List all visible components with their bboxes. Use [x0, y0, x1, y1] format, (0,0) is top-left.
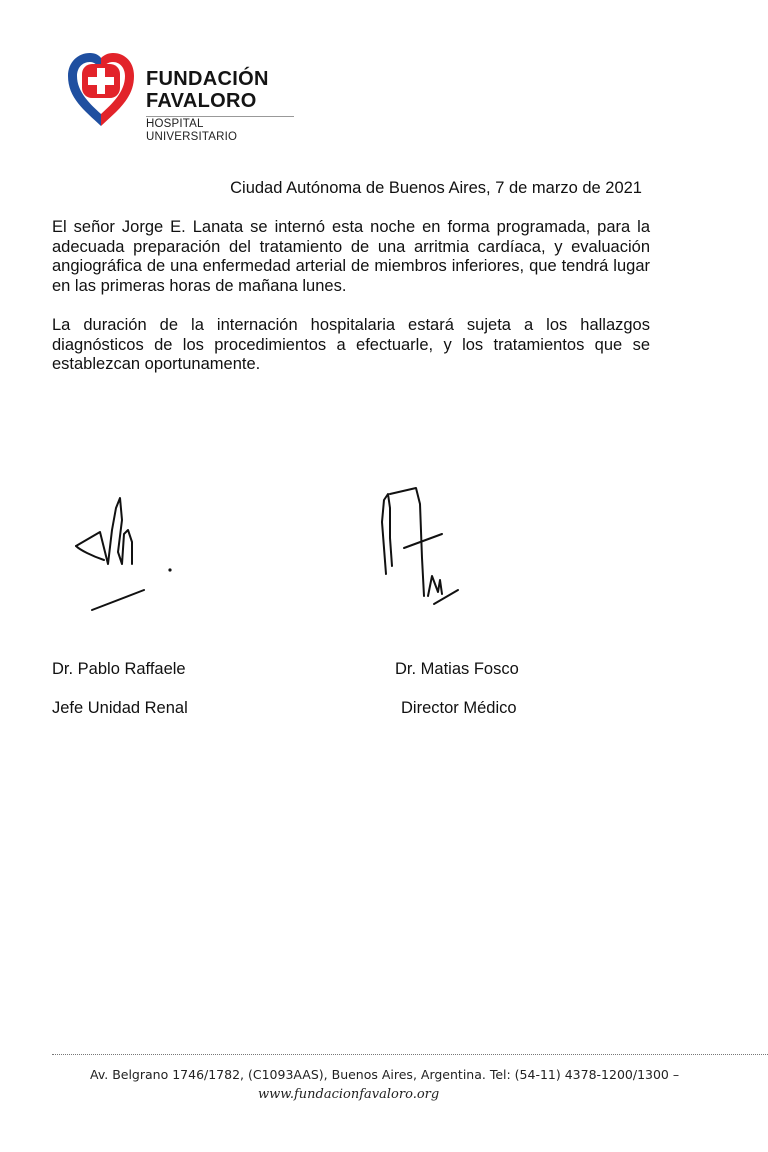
signatory-1-title: Jefe Unidad Renal: [52, 699, 188, 717]
letter-paragraph-2: La duración de la internación hospitalaria estará sujeta a los hallazgos diagnósticos de los procedimientos a efectuarle, y los tratamientos que se establezcan oportunamente.: [52, 316, 650, 373]
footer-divider: [52, 1054, 768, 1055]
footer-address: Av. Belgrano 1746/1782, (C1093AAS), Buenos Aires, Argentina. Tel: (54-11) 4378-1200/1300 –: [90, 1067, 680, 1082]
signature-fosco: [372, 478, 472, 613]
letter-paragraph-1: El señor Jorge E. Lanata se internó esta noche en forma programada, para la adecuada preparación del tratamiento de una arritmia cardíaca, y evaluación angiográfica de una enfermedad arterial de miembros inferiores, que tendrá lugar en las primeras horas de mañana lunes.: [52, 218, 650, 295]
favaloro-heart-cross-icon: [64, 50, 138, 128]
org-subtitle: HOSPITAL UNIVERSITARIO: [146, 116, 294, 144]
signatory-2-name: Dr. Matias Fosco: [395, 660, 519, 678]
letter-date: Ciudad Autónoma de Buenos Aires, 7 de marzo de 2021: [230, 179, 642, 197]
org-name-line1: FUNDACIÓN: [146, 68, 269, 90]
footer-website: www.fundacionfavaloro.org: [258, 1087, 440, 1102]
signature-raffaele: [70, 490, 180, 620]
signatory-2-title: Director Médico: [401, 699, 517, 717]
org-name-line2: FAVALORO: [146, 90, 257, 112]
signatory-1-name: Dr. Pablo Raffaele: [52, 660, 186, 678]
letterhead-logo: [64, 50, 304, 143]
